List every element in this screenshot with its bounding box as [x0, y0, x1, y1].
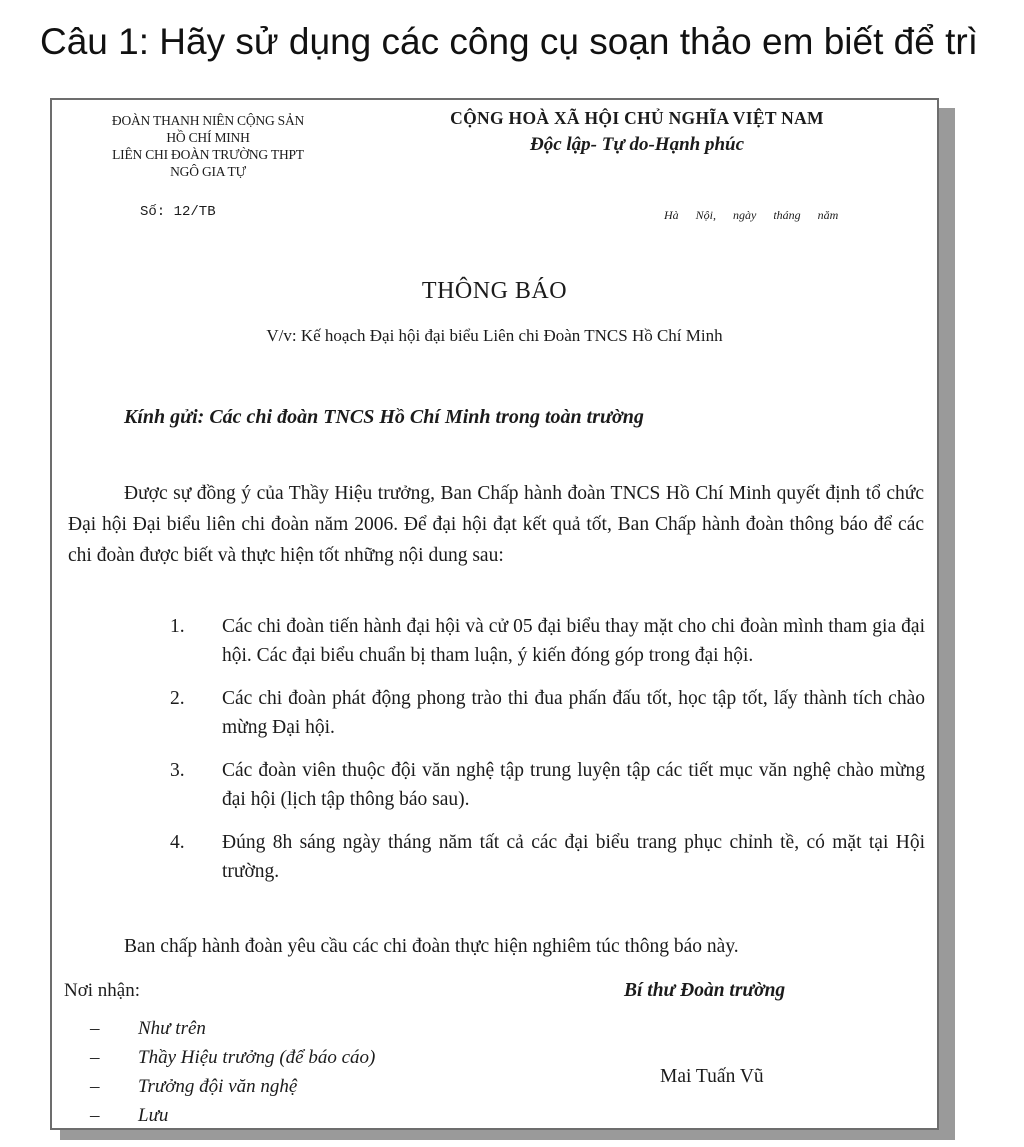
- org-line: NGÔ GIA TỰ: [170, 164, 246, 179]
- recipients-label: Nơi nhận:: [64, 980, 141, 1001]
- document-title: THÔNG BÁO: [421, 278, 568, 304]
- document-page: [50, 98, 939, 1130]
- recipient-item: [90, 1072, 375, 1101]
- list-item-text: Các chi đoàn phát động phong trào thi đua phấn đấu tốt, học tập tốt, lấy thành tích chào mừng Đại hội.: [222, 688, 925, 738]
- list-item: [170, 828, 925, 886]
- document-number: Số: 12/TB: [140, 204, 216, 220]
- list-item-text: Các đoàn viên thuộc đội văn nghệ tập trung luyện tập các tiết mục văn nghệ chào mừng đại hội (lịch tập thông báo sau).: [222, 760, 925, 810]
- content-list: [170, 612, 925, 900]
- closing-paragraph: Ban chấp hành đoàn yêu cầu các chi đoàn thực hiện nghiêm túc thông báo này.: [124, 936, 739, 957]
- signer-title: Bí thư Đoàn trường: [624, 980, 786, 1001]
- list-item-number: 2.: [170, 688, 185, 709]
- national-motto: Độc lập- Tự do-Hạnh phúc: [529, 134, 745, 155]
- recipient-bullet: –: [90, 1076, 100, 1097]
- organization-header: [68, 112, 348, 180]
- nation-heading: CỘNG HOÀ XÃ HỘI CHỦ NGHĨA VIỆT NAM: [450, 108, 824, 128]
- list-item: [170, 612, 925, 670]
- recipient-bullet: –: [90, 1018, 100, 1039]
- signer-name: Mai Tuấn Vũ: [660, 1066, 764, 1087]
- org-line: ĐOÀN THANH NIÊN CỘNG SẢN: [111, 113, 305, 128]
- recipient-text: Lưu: [138, 1105, 169, 1126]
- list-item-text: Các chi đoàn tiến hành đại hội và cử 05 đại biểu thay mặt cho chi đoàn mình tham gia đại hội. Các đại biểu chuẩn bị tham luận, ý kiến đóng góp trong đại hội.: [222, 616, 925, 666]
- greeting: Kính gửi: Các chi đoàn TNCS Hồ Chí Minh trong toàn trường: [124, 406, 644, 428]
- list-item-number: 1.: [170, 616, 185, 637]
- recipient-item: [90, 1014, 375, 1043]
- list-item: [170, 684, 925, 742]
- org-line: LIÊN CHI ĐOÀN TRƯỜNG THPT: [112, 147, 304, 162]
- org-line: HỒ CHÍ MINH: [166, 130, 250, 145]
- recipient-bullet: –: [90, 1047, 100, 1068]
- recipient-bullet: –: [90, 1105, 100, 1126]
- list-item-text: Đúng 8h sáng ngày tháng năm tất cả các đại biểu trang phục chỉnh tề, có mặt tại Hội trường.: [222, 832, 925, 882]
- list-item: [170, 756, 925, 814]
- place-date: Hà Nội, ngày tháng năm: [664, 208, 839, 222]
- intro-paragraph: Được sự đồng ý của Thầy Hiệu trưởng, Ban Chấp hành đoàn TNCS Hồ Chí Minh quyết định tổ chức Đại hội Đại biểu liên chi đoàn năm 2006. Để đại hội đạt kết quả tốt, Ban Chấp hành đoàn thông báo để các chi đoàn được biết và thực hiện tốt những nội dung sau:: [68, 483, 924, 566]
- recipient-item: [90, 1043, 375, 1072]
- recipient-text: Thầy Hiệu trưởng (để báo cáo): [138, 1047, 376, 1068]
- question-heading: Câu 1: Hãy sử dụng các công cụ soạn thảo em biết để trì: [40, 21, 978, 62]
- document-subject: V/v: Kế hoạch Đại hội đại biểu Liên chi Đoàn TNCS Hồ Chí Minh: [266, 326, 723, 345]
- recipient-text: Như trên: [138, 1018, 206, 1039]
- recipient-item: [90, 1101, 375, 1130]
- list-item-number: 4.: [170, 832, 185, 853]
- recipients-list: [90, 1014, 375, 1130]
- recipient-text: Trưởng đội văn nghệ: [138, 1076, 298, 1097]
- list-item-number: 3.: [170, 760, 185, 781]
